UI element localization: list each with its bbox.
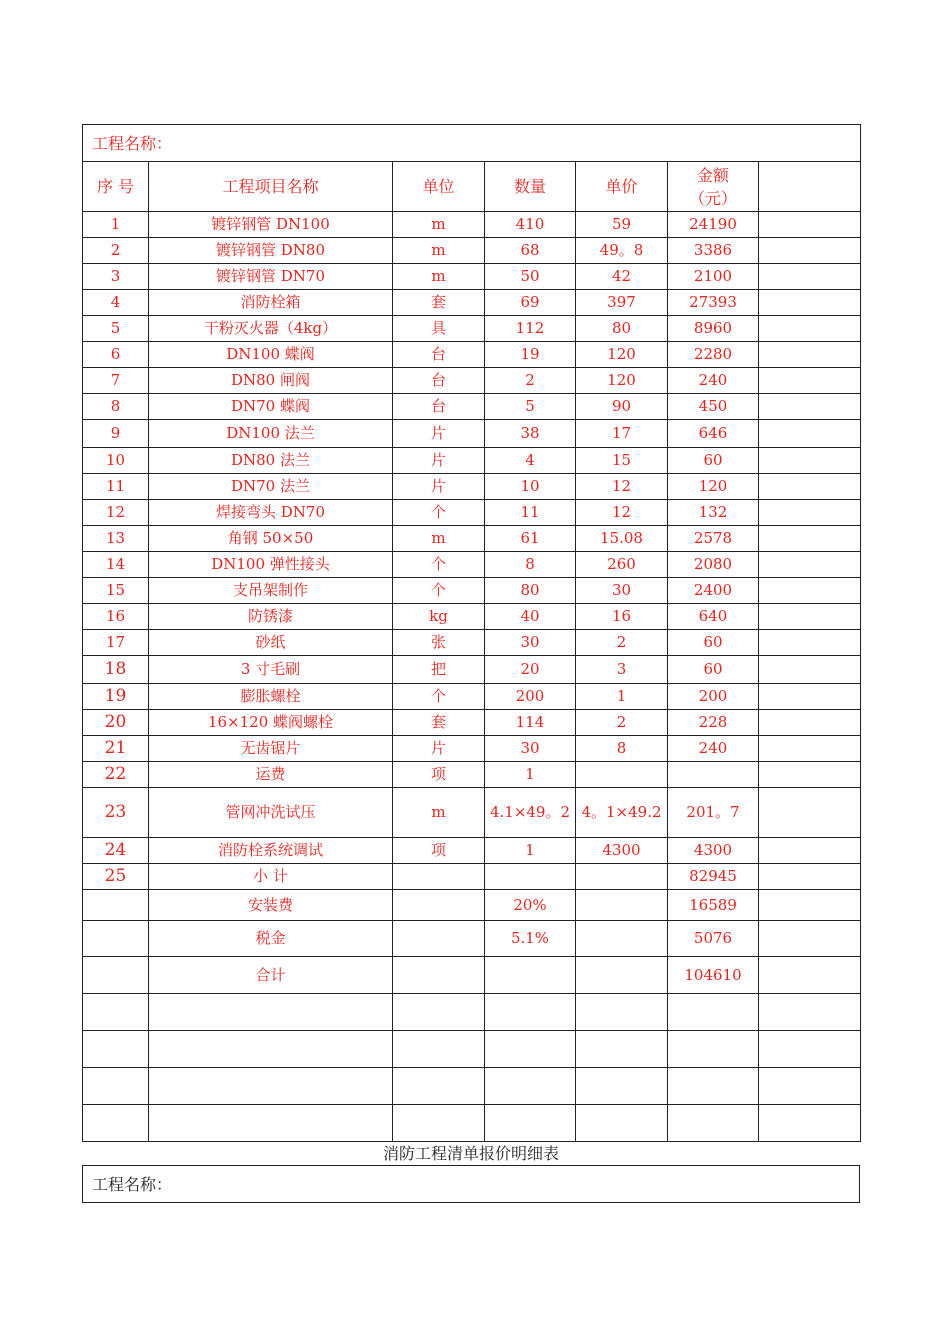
cell-extra [759,630,861,656]
table-row [83,684,861,710]
table-caption: 消防工程清单报价明细表 [382,1144,559,1163]
blank-cell [83,994,149,1031]
blank-cell [759,1105,861,1142]
table-row [83,290,861,316]
blank-cell [668,1068,759,1105]
table-row [83,762,861,788]
summary-empty-cell [576,957,668,994]
quote-table [82,124,861,1142]
cell-price: 15.08 [576,526,668,552]
cell-name: 焊接弯头 DN70 [149,500,393,526]
cell-no: 7 [83,368,149,394]
table-row [83,212,861,238]
blank-cell [485,994,576,1031]
cell-qty: 38 [485,420,576,448]
cell-name: DN70 法兰 [149,474,393,500]
cell-amount: 240 [668,736,759,762]
cell-no: 25 [83,864,149,890]
cell-qty: 1 [485,762,576,788]
blank-cell [576,1068,668,1105]
cell-name: 无齿锯片 [149,736,393,762]
cell-name: 3 寸毛刷 [149,656,393,684]
table-row [83,864,861,890]
summary-row [83,890,861,921]
cell-qty: 112 [485,316,576,342]
table-row [83,420,861,448]
cell-name: 消防栓系统调试 [149,838,393,864]
table-row [83,316,861,342]
cell-extra [759,212,861,238]
cell-qty [485,864,576,890]
cell-price: 397 [576,290,668,316]
blank-cell [83,1031,149,1068]
table-row [83,238,861,264]
cell-amount: 646 [668,420,759,448]
header-amount-line1: 金额 [696,165,729,185]
summary-row [83,921,861,957]
cell-extra [759,736,861,762]
cell-unit: 套 [393,290,485,316]
blank-rows [83,994,861,1142]
cell-no: 23 [83,788,149,838]
cell-price: 4300 [576,838,668,864]
cell-unit [393,864,485,890]
cell-extra [759,864,861,890]
cell-unit: 片 [393,420,485,448]
blank-cell [576,994,668,1031]
cell-no: 8 [83,394,149,420]
summary-qty: 20% [485,890,576,921]
summary-name: 税金 [149,921,393,957]
cell-name: 小 计 [149,864,393,890]
cell-no: 22 [83,762,149,788]
cell-extra [759,264,861,290]
cell-name: 膨胀螺栓 [149,684,393,710]
header-amount-line2: （元） [688,188,737,208]
cell-no: 19 [83,684,149,710]
header-price: 单价 [576,162,668,212]
cell-amount: 8960 [668,316,759,342]
table-row [83,394,861,420]
cell-price: 120 [576,368,668,394]
table-row [83,656,861,684]
cell-qty: 69 [485,290,576,316]
blank-row [83,1105,861,1142]
cell-no: 10 [83,448,149,474]
summary-name: 合计 [149,957,393,994]
header-no: 序 号 [83,162,149,212]
table-row [83,368,861,394]
cell-name: 镀锌钢管 DN80 [149,238,393,264]
cell-unit: 片 [393,448,485,474]
cell-qty: 20 [485,656,576,684]
cell-extra [759,500,861,526]
cell-name: 镀锌钢管 DN70 [149,264,393,290]
cell-no: 12 [83,500,149,526]
summary-empty-cell [759,921,861,957]
summary-row [83,957,861,994]
blank-cell [576,1105,668,1142]
cell-unit: 张 [393,630,485,656]
cell-extra [759,604,861,630]
cell-unit: 具 [393,316,485,342]
header-extra [759,162,861,212]
cell-amount: 228 [668,710,759,736]
cell-extra [759,316,861,342]
cell-no: 1 [83,212,149,238]
table-row [83,604,861,630]
summary-empty-cell [759,957,861,994]
header-unit: 单位 [393,162,485,212]
cell-amount: 2080 [668,552,759,578]
cell-price: 12 [576,474,668,500]
cell-price: 12 [576,500,668,526]
cell-unit: 片 [393,736,485,762]
cell-no: 18 [83,656,149,684]
cell-name: DN100 法兰 [149,420,393,448]
cell-amount: 2400 [668,578,759,604]
cell-unit: 把 [393,656,485,684]
cell-name: 镀锌钢管 DN100 [149,212,393,238]
table-row [83,526,861,552]
cell-no: 2 [83,238,149,264]
cell-price: 42 [576,264,668,290]
cell-price [576,864,668,890]
cell-unit: 个 [393,684,485,710]
cell-qty: 68 [485,238,576,264]
table-row [83,474,861,500]
cell-extra [759,342,861,368]
summary-empty-cell [83,921,149,957]
cell-name: DN100 蝶阀 [149,342,393,368]
cell-no: 15 [83,578,149,604]
cell-unit: m [393,212,485,238]
cell-name: DN80 闸阀 [149,368,393,394]
summary-rows [83,890,861,994]
cell-no: 17 [83,630,149,656]
table-row [83,448,861,474]
cell-price: 2 [576,710,668,736]
cell-name: 防锈漆 [149,604,393,630]
header-amount [668,162,759,212]
cell-price: 49。8 [576,238,668,264]
blank-cell [83,1068,149,1105]
table-row [83,342,861,368]
summary-empty-cell [393,890,485,921]
cell-price: 15 [576,448,668,474]
cell-extra [759,552,861,578]
cell-unit: 台 [393,368,485,394]
blank-row [83,1068,861,1105]
cell-unit: 台 [393,394,485,420]
cell-qty: 80 [485,578,576,604]
cell-name: 消防栓箱 [149,290,393,316]
summary-empty-cell [83,957,149,994]
cell-amount: 27393 [668,290,759,316]
cell-name: 干粉灭火器（4kg） [149,316,393,342]
cell-qty: 200 [485,684,576,710]
cell-extra [759,238,861,264]
cell-qty: 114 [485,710,576,736]
summary-empty-cell [393,921,485,957]
summary-empty-cell [576,921,668,957]
cell-extra [759,788,861,838]
cell-unit: 套 [393,710,485,736]
cell-name: 砂纸 [149,630,393,656]
item-rows [83,212,861,890]
project-name-label-2: 工程名称： [83,1166,860,1203]
cell-unit: m [393,264,485,290]
blank-cell [759,1031,861,1068]
cell-amount: 4300 [668,838,759,864]
cell-name: DN100 弹性接头 [149,552,393,578]
cell-no: 24 [83,838,149,864]
cell-extra [759,762,861,788]
blank-cell [759,994,861,1031]
project-name-row-2 [83,1166,860,1203]
cell-no: 5 [83,316,149,342]
blank-cell [149,1031,393,1068]
cell-qty: 1 [485,838,576,864]
cell-no: 16 [83,604,149,630]
cell-amount: 640 [668,604,759,630]
table-row [83,500,861,526]
cell-name: 支吊架制作 [149,578,393,604]
cell-qty: 2 [485,368,576,394]
cell-extra [759,290,861,316]
table-row [83,710,861,736]
summary-amount: 5076 [668,921,759,957]
summary-qty [485,957,576,994]
cell-unit: m [393,788,485,838]
blank-cell [393,1068,485,1105]
cell-unit: 片 [393,474,485,500]
cell-extra [759,394,861,420]
cell-price: 8 [576,736,668,762]
blank-row [83,994,861,1031]
cell-price: 120 [576,342,668,368]
table-row [83,736,861,762]
summary-empty-cell [83,890,149,921]
table-row [83,552,861,578]
cell-price: 80 [576,316,668,342]
cell-unit: 个 [393,552,485,578]
blank-cell [668,1031,759,1068]
cell-no: 21 [83,736,149,762]
cell-extra [759,448,861,474]
cell-name: 运费 [149,762,393,788]
cell-amount: 132 [668,500,759,526]
cell-unit: 个 [393,578,485,604]
cell-no: 11 [83,474,149,500]
cell-no: 6 [83,342,149,368]
cell-qty: 4.1×49。2 [485,788,576,838]
blank-cell [149,1105,393,1142]
cell-amount: 450 [668,394,759,420]
cell-qty: 30 [485,630,576,656]
cell-extra [759,838,861,864]
summary-name: 安装费 [149,890,393,921]
blank-cell [83,1105,149,1142]
cell-name: 角钢 50×50 [149,526,393,552]
cell-qty: 30 [485,736,576,762]
summary-empty-cell [759,890,861,921]
cell-price: 17 [576,420,668,448]
header-qty: 数量 [485,162,576,212]
blank-cell [393,994,485,1031]
summary-empty-cell [576,890,668,921]
cell-price: 16 [576,604,668,630]
cell-no: 9 [83,420,149,448]
cell-price: 1 [576,684,668,710]
table-row [83,788,861,838]
cell-price [576,762,668,788]
cell-extra [759,526,861,552]
blank-cell [393,1105,485,1142]
project-name-row [83,125,861,162]
cell-amount: 2100 [668,264,759,290]
summary-qty: 5.1% [485,921,576,957]
cell-name: 16×120 蝶阀螺栓 [149,710,393,736]
table-row [83,264,861,290]
header-row [83,162,861,212]
cell-price: 3 [576,656,668,684]
blank-cell [149,994,393,1031]
project-name-label: 工程名称： [83,125,861,162]
table-row [83,578,861,604]
cell-extra [759,368,861,394]
cell-price: 90 [576,394,668,420]
cell-qty: 11 [485,500,576,526]
cell-extra [759,684,861,710]
cell-qty: 5 [485,394,576,420]
summary-amount: 104610 [668,957,759,994]
summary-empty-cell [393,957,485,994]
cell-extra [759,420,861,448]
second-table [82,1165,860,1203]
cell-no: 13 [83,526,149,552]
cell-unit: 项 [393,762,485,788]
cell-extra [759,474,861,500]
cell-qty: 4 [485,448,576,474]
cell-qty: 10 [485,474,576,500]
cell-unit: kg [393,604,485,630]
cell-name: 管网冲洗试压 [149,788,393,838]
cell-unit: 台 [393,342,485,368]
table-row [83,838,861,864]
table-row [83,630,861,656]
cell-unit: 项 [393,838,485,864]
cell-extra [759,656,861,684]
cell-qty: 410 [485,212,576,238]
cell-amount: 60 [668,448,759,474]
cell-price: 260 [576,552,668,578]
cell-price: 2 [576,630,668,656]
blank-cell [576,1031,668,1068]
blank-cell [149,1068,393,1105]
cell-no: 3 [83,264,149,290]
cell-amount: 2578 [668,526,759,552]
cell-amount [668,762,759,788]
blank-cell [485,1031,576,1068]
cell-no: 4 [83,290,149,316]
cell-qty: 61 [485,526,576,552]
blank-cell [485,1068,576,1105]
cell-price: 59 [576,212,668,238]
cell-price: 30 [576,578,668,604]
blank-cell [668,1105,759,1142]
blank-cell [759,1068,861,1105]
cell-amount: 60 [668,630,759,656]
blank-cell [668,994,759,1031]
cell-no: 20 [83,710,149,736]
cell-amount: 200 [668,684,759,710]
summary-amount: 16589 [668,890,759,921]
cell-qty: 40 [485,604,576,630]
blank-cell [485,1105,576,1142]
cell-qty: 8 [485,552,576,578]
cell-name: DN70 蝶阀 [149,394,393,420]
cell-amount: 82945 [668,864,759,890]
cell-unit: m [393,526,485,552]
cell-no: 14 [83,552,149,578]
cell-extra [759,578,861,604]
cell-price: 4。1×49.2 [576,788,668,838]
blank-row [83,1031,861,1068]
cell-unit: 个 [393,500,485,526]
cell-amount: 24190 [668,212,759,238]
cell-qty: 50 [485,264,576,290]
cell-amount: 240 [668,368,759,394]
cell-amount: 120 [668,474,759,500]
cell-name: DN80 法兰 [149,448,393,474]
cell-amount: 60 [668,656,759,684]
cell-unit: m [393,238,485,264]
blank-cell [393,1031,485,1068]
cell-amount: 3386 [668,238,759,264]
cell-amount: 2280 [668,342,759,368]
header-name: 工程项目名称 [149,162,393,212]
cell-amount: 201。7 [668,788,759,838]
cell-extra [759,710,861,736]
cell-qty: 19 [485,342,576,368]
